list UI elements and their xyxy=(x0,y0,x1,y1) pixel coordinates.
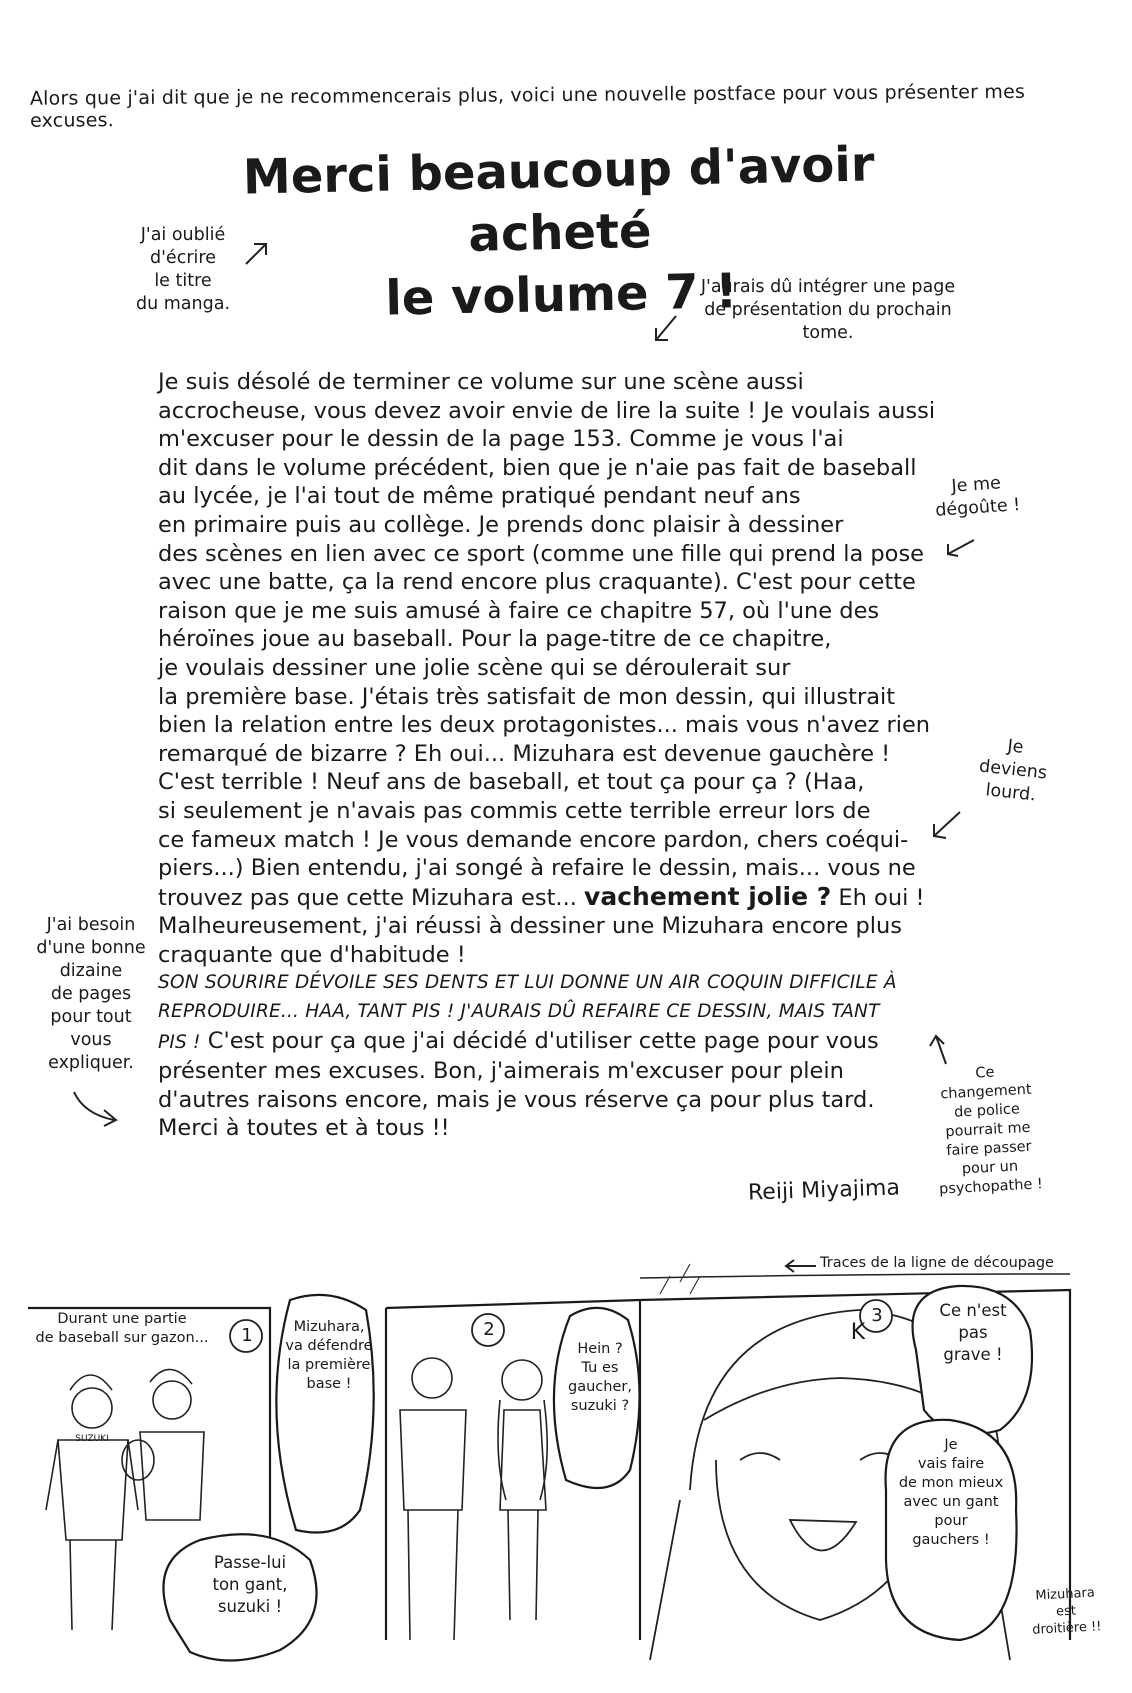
cut-marks xyxy=(660,1264,700,1294)
bubble-text-first-base xyxy=(284,1318,374,1394)
body-line: avec une batte, ça la rend encore plus craquante). C'est pour cette xyxy=(158,569,916,596)
note-line: J'ai besoin xyxy=(46,915,136,935)
mizuhara-figure-panel-2 xyxy=(498,1360,547,1620)
body-line: au lycée, je l'ai tout de même pratiqué pendant neuf ans xyxy=(158,483,801,510)
title-line-2: le volume 7 ! xyxy=(384,263,738,327)
caption-line: de baseball sur gazon... xyxy=(35,1330,209,1346)
cut-line xyxy=(640,1274,1070,1278)
body-line: dit dans le volume précédent, bien que je n'aie pas fait de baseball xyxy=(158,454,917,481)
panel-number-1: 1 xyxy=(241,1325,253,1346)
arrow-left-icon xyxy=(942,534,978,560)
bubble-line: Passe-lui xyxy=(213,1553,287,1572)
bubble-line: ton gant, xyxy=(212,1575,288,1594)
bubble-line: Hein ? xyxy=(577,1341,623,1357)
bubble-line: suzuki ! xyxy=(217,1597,283,1616)
body-line: C'est terrible ! Neuf ans de baseball, et tout ça pour ça ? (Haa, xyxy=(158,769,865,796)
note-line: psychopathe ! xyxy=(938,1176,1044,1198)
note-line: vous xyxy=(70,1030,112,1050)
jersey-text: SUZUKI xyxy=(75,1434,109,1444)
note-line: du manga. xyxy=(135,294,231,314)
body-line xyxy=(158,1027,938,1058)
arrow-down-left-icon xyxy=(928,808,964,842)
note-line: expliquer. xyxy=(48,1053,134,1073)
note-line: J'aurais dû intégrer une page xyxy=(700,277,956,297)
note-line: deviens xyxy=(978,756,1048,784)
note-line: le titre xyxy=(154,271,212,291)
bubble-text-lefty xyxy=(562,1340,638,1416)
note-line: de pages xyxy=(50,984,132,1004)
bubble-text-pass-glove xyxy=(180,1552,320,1618)
note-line: d'une bonne xyxy=(36,938,146,958)
note-line: faire passer xyxy=(945,1138,1032,1160)
note-forgot-title xyxy=(118,224,248,316)
bubble-line: Mizuhara, xyxy=(293,1319,365,1335)
player-figure-panel-2 xyxy=(400,1358,466,1640)
note-line: pour tout xyxy=(50,1007,132,1027)
note-line: de présentation du prochain xyxy=(704,300,952,320)
note-line: pourrait me xyxy=(945,1119,1031,1141)
note-line: Je xyxy=(1006,736,1025,758)
bubble-line: suzuki ? xyxy=(570,1398,630,1414)
author-signature: Reiji Miyajima xyxy=(747,1175,901,1206)
bubble-line: grave ! xyxy=(943,1345,1003,1364)
bubble-line: pas xyxy=(958,1323,988,1342)
panel-number-3: 3 xyxy=(871,1305,883,1326)
player-teammate-figure xyxy=(122,1369,204,1520)
note-line: Mizuhara xyxy=(1035,1585,1096,1604)
arrow-up-right-icon xyxy=(242,238,272,268)
body-line: je voulais dessiner une jolie scène qui se déroulerait sur xyxy=(158,654,791,681)
body-line: m'excuser pour le dessin de la page 153. Comme je vous l'ai xyxy=(158,426,844,453)
caption-line: Durant une partie xyxy=(57,1311,187,1327)
note-line: Ce xyxy=(975,1064,995,1082)
panel-1-caption xyxy=(22,1310,222,1348)
body-line: présenter mes excuses. Bon, j'aimerais m'excuser pour plein xyxy=(158,1058,844,1085)
note-line: lourd. xyxy=(984,780,1037,806)
bubble-line: Tu es xyxy=(581,1360,619,1376)
body-line: craquante que d'habitude ! xyxy=(158,941,466,968)
cap-letter: K xyxy=(850,1320,866,1345)
note-line: dizaine xyxy=(59,961,123,981)
cut-line-note: Traces de la ligne de découpage xyxy=(820,1255,1054,1271)
intro-line: Alors que j'ai dit que je ne recommencerais plus, voici une nouvelle postface pour vous présenter mes excuses. xyxy=(29,80,1026,132)
body-line: la première base. J'étais très satisfait de mon dessin, qui illustrait xyxy=(158,683,896,710)
bubble-line: base ! xyxy=(306,1376,352,1392)
title-line-1: Merci beaucoup d'avoir acheté xyxy=(242,136,876,263)
body-line: accrocheuse, vous devez avoir envie de lire la suite ! Je voulais aussi xyxy=(158,397,936,424)
note-line: J'ai oublié xyxy=(140,225,226,245)
body-line: d'autres raisons encore, mais je vous réserve ça pour plus tard. xyxy=(158,1086,875,1113)
caps-segment: PIS ! xyxy=(158,1031,201,1053)
note-line: de police xyxy=(953,1101,1021,1121)
note-line: Je me xyxy=(950,473,1002,497)
bubble-line: avec un gant xyxy=(903,1494,999,1510)
bubble-text-left-glove xyxy=(890,1436,1012,1550)
body-segment: Eh oui ! xyxy=(831,884,925,911)
body-line: Je suis désolé de terminer ce volume sur une scène aussi xyxy=(158,369,804,395)
body-line xyxy=(158,883,938,913)
postface-body xyxy=(158,368,938,1143)
note-disgusted xyxy=(921,470,1034,524)
note-line: pour un xyxy=(961,1158,1019,1178)
bubble-line: va défendre xyxy=(285,1338,373,1354)
body-line: héroïnes joue au baseball. Pour la page-titre de ce chapitre, xyxy=(158,626,832,653)
arrow-down-left-icon xyxy=(650,312,680,346)
body-line: des scènes en lien avec ce sport (comme une fille qui prend la pose xyxy=(158,540,925,567)
bubble-line: la première xyxy=(287,1357,371,1373)
note-line: dégoûte ! xyxy=(934,495,1021,521)
body-line: ce fameux match ! Je vous demande encore pardon, chers coéqui- xyxy=(158,826,909,853)
note-line: tome. xyxy=(802,323,854,343)
panel-3-note xyxy=(1013,1583,1120,1639)
emphasis-text: vachement jolie ? xyxy=(584,881,832,911)
note-heavy xyxy=(965,731,1062,809)
body-line: en primaire puis au collège. Je prends donc plaisir à dessiner xyxy=(158,511,844,538)
note-line: changement xyxy=(939,1081,1032,1103)
body-segment: trouvez pas que cette Mizuhara est... xyxy=(158,884,585,911)
note-line: droitière !! xyxy=(1031,1619,1102,1638)
arrow-down-right-icon xyxy=(70,1088,122,1128)
body-line: Malheureusement, j'ai réussi à dessiner une Mizuhara encore plus xyxy=(158,913,902,940)
bubble-line: gauchers ! xyxy=(912,1532,990,1548)
body-line: remarqué de bizarre ? Eh oui... Mizuhara est devenue gauchère ! xyxy=(158,740,891,767)
bubble-line: de mon mieux xyxy=(898,1475,1004,1491)
panel-number-2: 2 xyxy=(483,1319,495,1340)
arrow-up-icon xyxy=(926,1030,956,1066)
body-segment: C'est pour ça que j'ai décidé d'utiliser cette page pour vous xyxy=(200,1027,879,1054)
bubble-line: Ce n'est xyxy=(939,1301,1007,1320)
bubble-line: vais faire xyxy=(917,1456,985,1472)
body-line: raison que je me suis amusé à faire ce chapitre 57, où l'une des xyxy=(158,597,880,624)
note-line: d'écrire xyxy=(150,248,216,268)
player-suzuki-figure xyxy=(46,1375,138,1630)
bubble-text-not-serious xyxy=(920,1300,1026,1366)
bubble-line: pour xyxy=(934,1513,968,1529)
note-preview-page xyxy=(688,276,968,345)
body-line: bien la relation entre les deux protagonistes... mais vous n'avez rien xyxy=(158,712,931,739)
body-line: Merci à toutes et à tous !! xyxy=(158,1115,450,1142)
body-line: si seulement je n'avais pas commis cette terrible erreur lors de xyxy=(158,797,871,824)
caps-line: SON SOURIRE DÉVOILE SES DENTS ET LUI DONNE UN AIR COQUIN DIFFICILE À xyxy=(158,972,897,994)
note-line: est xyxy=(1055,1603,1077,1620)
note-font-change xyxy=(921,1061,1056,1201)
bubble-line: gaucher, xyxy=(568,1379,632,1395)
note-need-pages xyxy=(30,914,152,1075)
bubble-line: Je xyxy=(944,1437,958,1453)
body-line: piers...) Bien entendu, j'ai songé à refaire le dessin, mais... vous ne xyxy=(158,855,916,882)
caps-line: REPRODUIRE... HAA, TANT PIS ! J'AURAIS DÛ REFAIRE CE DESSIN, MAIS TANT xyxy=(158,1001,880,1023)
